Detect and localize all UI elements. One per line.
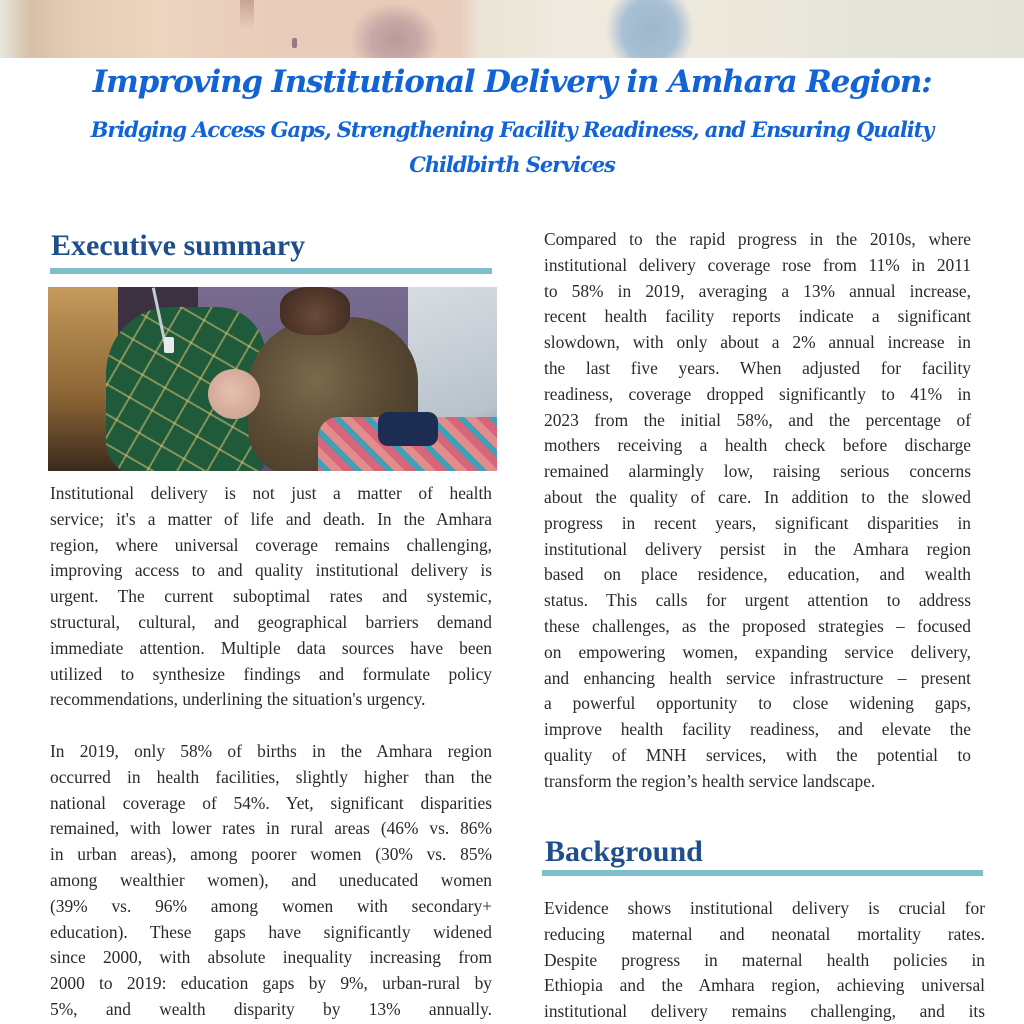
photo-detail: [208, 369, 260, 419]
paragraph-line: slowdown, with only about a 2% annual increase in: [544, 332, 971, 353]
paragraph-line: (39% vs. 96% among women with secondary+: [50, 895, 492, 916]
paragraph-line: Ethiopia and the Amhara region, achieving universal: [544, 975, 985, 996]
background-rule: [542, 870, 983, 876]
document-subtitle: [20, 112, 1004, 182]
paragraph-line: the last five years. When adjusted for facility: [544, 357, 971, 378]
paragraph-line: region, where universal coverage remains challenging,: [50, 534, 492, 555]
subtitle-line: Childbirth Services: [409, 152, 615, 177]
executive-summary-heading: Executive summary: [51, 229, 306, 262]
paragraph-line: utilized to synthesize findings and formulate policy: [50, 663, 492, 684]
photo-detail: [280, 287, 350, 335]
paragraph-line: national coverage of 54%. Yet, significant disparities: [50, 792, 492, 813]
paragraph-line: urgent. The current suboptimal rates and systemic,: [50, 586, 492, 607]
paragraph-line: among wealthier women), and uneducated women: [50, 869, 492, 890]
paragraph-line: on empowering women, expanding service delivery,: [544, 641, 971, 662]
banner-photo-detail: [292, 38, 297, 48]
paragraph-line: Compared to the rapid progress in the 2010s, where: [544, 229, 971, 249]
subtitle-line: Bridging Access Gaps, Strengthening Facility Readiness, and Ensuring Quality: [90, 117, 934, 142]
paragraph-line: a powerful opportunity to close widening gaps,: [544, 693, 971, 714]
paragraph-line: readiness, coverage dropped significantly to 41% in: [544, 383, 971, 404]
paragraph-line: recent health facility reports indicate a significant: [544, 306, 971, 327]
executive-summary-paragraph-1: [50, 481, 492, 713]
paragraph-line: since 2000, with absolute inequality increasing from: [50, 947, 492, 968]
executive-summary-rule: [50, 268, 492, 274]
paragraph-line: institutional delivery remains challenging, and its: [544, 1001, 985, 1022]
background-heading: Background: [545, 835, 703, 868]
paragraph-line: institutional delivery coverage rose from 11% in 2011: [544, 254, 971, 275]
paragraph-line: remained, with lower rates in rural areas (46% vs. 86%: [50, 818, 492, 839]
banner-photo-detail: [240, 0, 254, 30]
paragraph-line: 5%, and wealth disparity by 13% annually.: [50, 998, 492, 1019]
paragraph-line: quality of MNH services, with the potential to: [544, 744, 971, 765]
paragraph-line: to 58% in 2019, averaging a 13% annual increase,: [544, 280, 971, 301]
document-title: Improving Institutional Delivery in Amhara Region:: [92, 64, 932, 100]
paragraph-line: status. This calls for urgent attention to address: [544, 590, 971, 611]
paragraph-line: Evidence shows institutional delivery is crucial for: [544, 898, 985, 918]
paragraph-line: remained alarmingly low, raising serious concerns: [544, 461, 971, 482]
paragraph-line: service; it's a matter of life and death. In the Amhara: [50, 508, 492, 529]
photo-detail: [164, 337, 174, 353]
banner-photo: [0, 0, 1024, 58]
paragraph-line: reducing maternal and neonatal mortality rates.: [544, 923, 985, 944]
paragraph-line: transform the region’s health service landscape.: [544, 770, 876, 791]
paragraph-line: progress in recent years, significant disparities in: [544, 512, 971, 533]
paragraph-line: institutional delivery persist in the Amhara region: [544, 538, 971, 559]
executive-summary-paragraph-3: [544, 227, 971, 795]
paragraph-line: and enhancing health service infrastructure – present: [544, 667, 971, 688]
paragraph-line: structural, cultural, and geographical barriers demand: [50, 611, 492, 632]
paragraph-line: improving access to and quality institutional delivery is: [50, 560, 492, 581]
photo-detail: [378, 412, 438, 446]
paragraph-line: In 2019, only 58% of births in the Amhara region: [50, 741, 492, 761]
paragraph-line: education). These gaps have significantly widened: [50, 921, 492, 942]
paragraph-line: immediate attention. Multiple data sources have been: [50, 637, 492, 658]
paragraph-line: about the quality of care. In addition to the slowed: [544, 486, 971, 507]
photo-mother-and-newborn: [48, 287, 497, 471]
background-paragraph-1: [544, 896, 985, 1024]
paragraph-line: 2000 to 2019: education gaps by 9%, urban-rural by: [50, 973, 492, 994]
paragraph-line: recommendations, underlining the situation's urgency.: [50, 689, 426, 710]
paragraph-line: improve health facility readiness, and elevate the: [544, 719, 971, 740]
paragraph-line: in urban areas), among poorer women (30% vs. 85%: [50, 844, 492, 865]
paragraph-line: Despite progress in maternal health policies in: [544, 949, 985, 970]
paragraph-line: 2023 from the initial 58%, and the percentage of: [544, 409, 971, 430]
paragraph-line: these challenges, as the proposed strategies – focused: [544, 615, 971, 636]
paragraph-line: based on place residence, education, and wealth: [544, 564, 971, 585]
paragraph-line: Institutional delivery is not just a matter of health: [50, 483, 492, 503]
paragraph-line: occurred in health facilities, slightly higher than the: [50, 766, 492, 787]
paragraph-line: mothers receiving a health check before discharge: [544, 435, 971, 456]
executive-summary-paragraph-2: [50, 739, 492, 1023]
